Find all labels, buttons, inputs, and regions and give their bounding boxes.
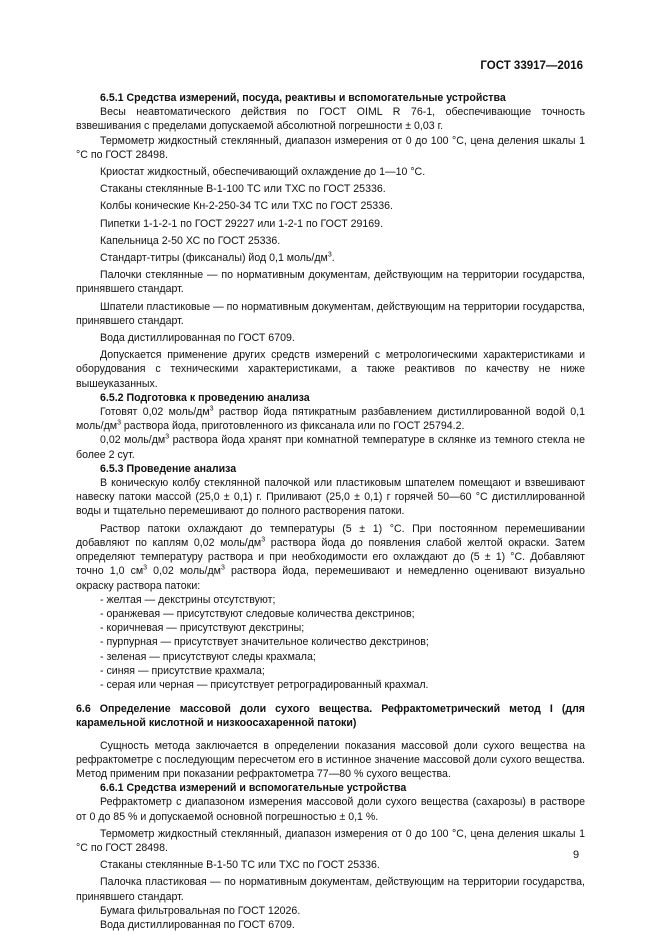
section-653-heading: 6.5.3 Проведение анализа <box>100 462 237 475</box>
color-list-item: - зеленая — присутствуют следы крахмала; <box>76 650 585 664</box>
section-653-p1: В коническую колбу стеклянной палочкой или пластиковым шпателем помещают и взвешивают навеску патоки массой (25,0 ± 0,1) г. Приливают (25,0 ± 0,1) г горячей 50—60 °С дистиллированной воды и тщательно перемешивают до полного растворения патоки. <box>76 477 585 518</box>
color-list-item: - желтая — декстрины отсутствуют; <box>76 593 585 607</box>
section-651-heading: 6.5.1 Средства измерений, посуда, реактивы и вспомогательные устройства <box>100 92 506 104</box>
section-651-p5: Колбы конические Кн-2-250-34 ТС или ТХС по ГОСТ 25336. <box>100 200 393 213</box>
section-651-p12: Допускается применение других средств измерений с метрологическими характеристиками и оборудования с техническими характеристиками, а также реактивов по качеству не ниже вышеуказанных. <box>76 349 585 390</box>
section-661-p2: Термометр жидкостный стеклянный, диапазон измерения от 0 до 100 °С, цена деления шкалы 1 °С по ГОСТ 28498. <box>76 827 585 854</box>
color-list-item: - коричневая — присутствуют декстрины; <box>76 621 585 635</box>
section-66-heading: 6.6 Определение массовой доли сухого вещества. Рефрактометрический метод I (для карамельной кислотной и низкоосахаренной патоки) <box>76 703 585 730</box>
section-652-p1: Готовят 0,02 моль/$дм^3$ раствор йода пятикратным разбавлением дистиллированной водой 0,1 моль/$дм^3$ раствора йода, приготовленного из фиксанала или по ГОСТ 25794.2. <box>76 405 585 433</box>
color-list-item: - пурпурная — присутствует значительное количество декстринов; <box>76 635 585 649</box>
section-651-p3: Криостат жидкостный, обеспечивающий охлаждение до 1—10 °С. <box>100 166 426 179</box>
section-651-p10: Шпатели пластиковые — по нормативным документам, действующим на территории государства, принявшего стандарт. <box>76 300 585 327</box>
section-652-heading: 6.5.2 Подготовка к проведению анализа <box>100 391 310 404</box>
section-651-p9: Палочки стеклянные — по нормативным документам, действующим на территории государства, принявшего стандарт. <box>76 269 585 296</box>
section-661-p3: Стаканы стеклянные В-1-50 ТС или ТХС по ГОСТ 25336. <box>100 859 380 872</box>
section-66-p1: Сущность метода заключается в определении показания массовой доли сухого вещества на рефрактометре с последующим пересчетом его в истинное значение массовой доли сухого вещества. Метод применим при показании рефрактометра 77—80 % сухого вещества. <box>76 739 585 780</box>
section-661-p6: Вода дистиллированная по ГОСТ 6709. <box>100 918 295 931</box>
section-652-p2: 0,02 моль/$дм^3$ раствора йода хранят при комнатной температуре в склянке из темного стекла не более 2 сут. <box>76 433 585 461</box>
section-661-p1: Рефрактометр с диапазоном измерения массовой доли сухого вещества (сахарозы) в растворе от 0 до 85 % и допускаемой основной погрешностью ± 0,1 %. <box>76 796 585 823</box>
section-651-p2: Термометр жидкостный стеклянный, диапазон измерения от 0 до 100 °С, цена деления шкалы 1 °С по ГОСТ 28498. <box>76 134 585 161</box>
section-651-p7: Капельница 2-50 ХС по ГОСТ 25336. <box>100 234 281 247</box>
section-653-p2: Раствор патоки охлаждают до температуры (5 ± 1) °С. При постоянном перемешивании добавляют по каплям 0,02 моль/$дм^3$ раствора йода до появления слабой желтой окраски. Затем определяют температуру раствора и при необходимости его охлаждают до (5 ± 1) °С. Добавляют точно 1,0 $см^3$ 0,02 моль/$дм^3$ раствора йода, перемешивают и немедленно оценивают визуально окраску раствора патоки: <box>76 522 585 592</box>
section-651-p11: Вода дистиллированная по ГОСТ 6709. <box>100 332 295 345</box>
color-list-item: - оранжевая — присутствуют следовые количества декстринов; <box>76 607 585 621</box>
section-661-p4: Палочка пластиковая — по нормативным документам, действующим на территории государства, принявшего стандарт. <box>76 876 585 903</box>
page-number: 9 <box>573 849 580 861</box>
document-body <box>76 91 585 932</box>
document-code-header: ГОСТ 33917—2016 <box>480 60 583 72</box>
section-661-heading: 6.6.1 Средства измерений и вспомогательные устройства <box>100 782 407 795</box>
section-651-p6: Пипетки 1-1-2-1 по ГОСТ 29227 или 1-2-1 по ГОСТ 29169. <box>100 217 384 230</box>
section-651-p1: Весы неавтоматического действия по ГОСТ OIML R 76-1, обеспечивающие точность взвешивания с пределами допускаемой абсолютной погрешности ± 0,03 г. <box>76 106 585 133</box>
section-651-p4: Стаканы стеклянные В-1-100 ТС или ТХС по ГОСТ 25336. <box>100 183 386 196</box>
section-651-p8: Стандарт-титры (фиксаналы) йод 0,1 моль/$дм^3$. <box>100 251 335 265</box>
color-list-item: - серая или черная — присутствует ретроградированный крахмал. <box>76 678 585 692</box>
color-list-item: - синяя — присутствие крахмала; <box>76 664 585 678</box>
section-661-p5: Бумага фильтровальная по ГОСТ 12026. <box>100 904 301 917</box>
